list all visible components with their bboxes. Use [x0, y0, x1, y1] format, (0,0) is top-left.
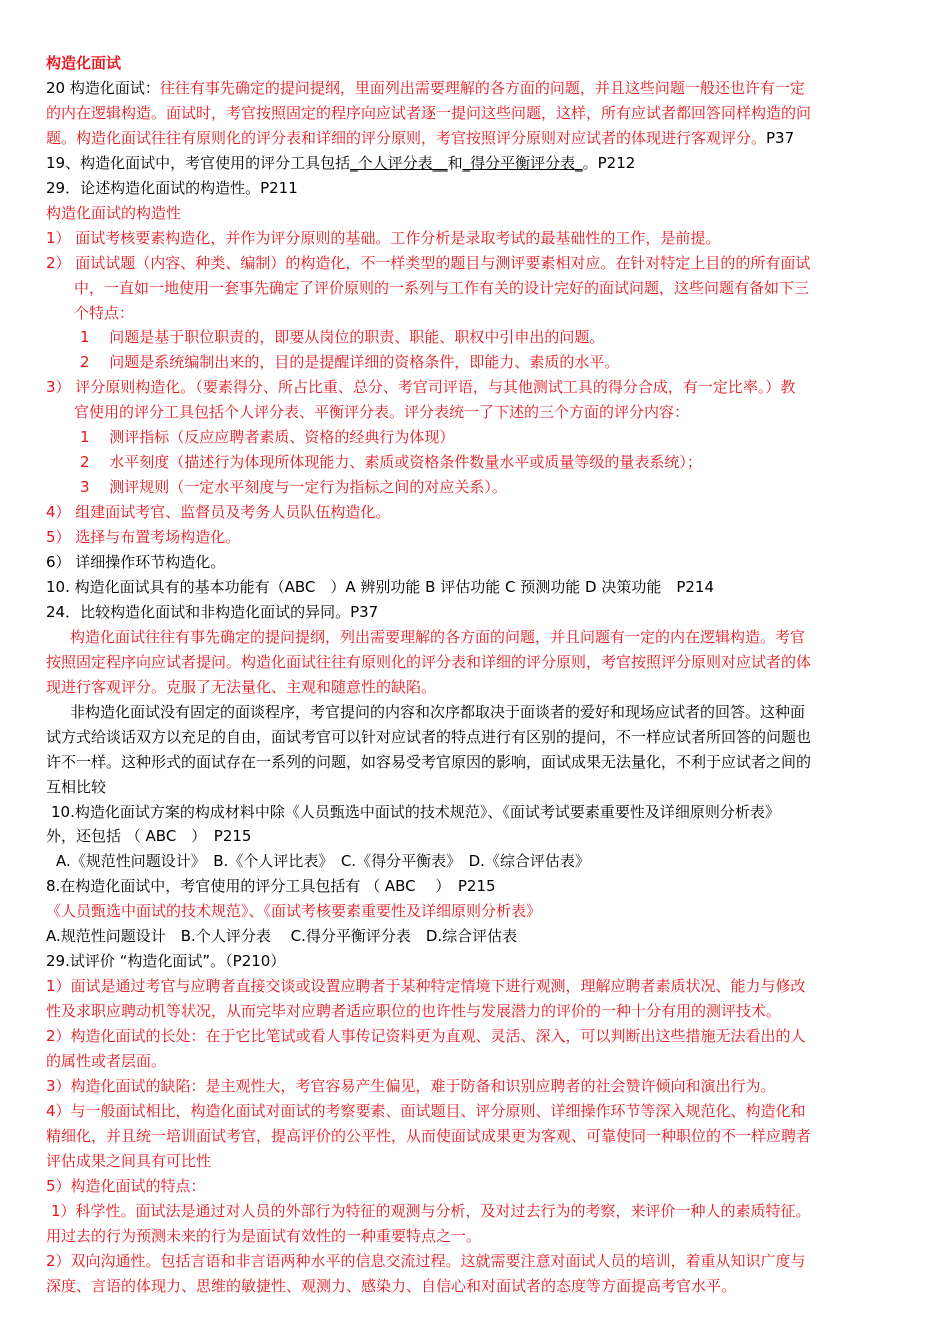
- line-text: 1 测评指标（反应应聘者素质、资格的经典行为体现）: [80, 428, 455, 447]
- line-text: 4） 组建面试考官、监督员及考务人员队伍构造化。: [46, 503, 391, 522]
- line-text: 按照固定程序向应试者提问。构造化面试往往有原则化的评分表和详细的评分原则，考官按照评分原则对应试者的体: [46, 652, 812, 671]
- line-text: 的属性或者层面。: [46, 1052, 167, 1070]
- text-line: [46, 102, 811, 124]
- line-text: 10.构造化面试方案的构成材料中除《人员甄选中面试的技术规范》、《面试考试要素重要性及详细原则分析表》: [51, 802, 780, 821]
- fill-in-answer: _得分平衡评分表_: [462, 153, 583, 172]
- line-text: 试方式给谈话双方以充足的自由，面试考官可以针对应试者的特点进行有区别的提问，不一样应试者所回答的问题也: [46, 727, 812, 746]
- text-line: [46, 77, 805, 99]
- line-text: 2 水平刻度（描述行为体现所体现能力、素质或资格条件数量水平或质量等级的量表系统）；: [80, 453, 702, 472]
- text-line: [46, 1100, 806, 1122]
- line-text: 24．比较构造化面试和非构造化面试的异同。P37: [46, 602, 379, 621]
- text-line: [46, 676, 436, 698]
- text-line: [70, 626, 805, 648]
- text-line: [46, 950, 285, 972]
- text-line: [46, 551, 225, 573]
- text-line: [51, 1200, 811, 1222]
- line-text: 用过去的行为预测未来的行为是面试有效性的一种重要特点之一。: [46, 1226, 482, 1245]
- line-text: 现进行客观评分。克服了无法量化、主观和随意性的缺陷。: [46, 677, 437, 696]
- text-line: [46, 1000, 781, 1022]
- text-line: [74, 277, 809, 299]
- text-line: [46, 925, 517, 947]
- line-text: 构造化面试: [46, 54, 122, 72]
- line-text: 3） 评分原则构造化。（要素得分、所占比重、总分、考官司评语，与其他测试工具的得分合成，有一定比率。）教: [46, 378, 796, 397]
- text-line: [46, 376, 795, 398]
- line-text: 5） 选择与布置考场构造化。: [46, 528, 241, 547]
- line-text: 10. 构造化面试具有的基本功能有（ABC ）A 辨别功能 B 评估功能 C 预测功能 D 决策功能 P214: [46, 577, 715, 596]
- text-line: [46, 1050, 166, 1072]
- text-line: [80, 326, 604, 348]
- line-text: 29．论述构造化面试的构造性。P211: [46, 178, 298, 197]
- text-line: [56, 850, 590, 872]
- text-line: [46, 152, 635, 174]
- text-line: [46, 825, 251, 847]
- text-segment: P37: [766, 128, 795, 147]
- line-text: 2） 面试试题（内容、种类、编制）的构造化，不一样类型的题目与测评要素相对应。在针对特定上目的的所有面试: [46, 253, 811, 272]
- text-line: [51, 801, 780, 823]
- text-line: [46, 751, 811, 773]
- line-text: 性及求职应聘动机等状况，从而完毕对应聘者适应职位的也许性与发展潜力的评价的一种十分有用的测评技术。: [46, 1002, 782, 1021]
- line-text: 官使用的评分工具包括个人评分表、平衡评分表。评分表统一了下述的三个方面的评分内容：: [74, 403, 690, 422]
- text-line: [46, 526, 240, 548]
- line-text: 构造化面试往往有事先确定的提问提纲，列出需要理解的各方面的问题，并且问题有一定的内在逻辑构造。考官: [70, 627, 806, 646]
- section-heading: [46, 52, 121, 74]
- line-text: 1）面试是通过考官与应聘者直接交谈或设置应聘者于某种特定情境下进行观测，理解应聘者素质状况、能力与修改: [46, 977, 806, 996]
- line-text: 1）科学性。面试法是通过对人员的外部行为特征的观测与分析，及对过去行为的考察，来评价一种人的素质特征。: [51, 1201, 811, 1220]
- text-line: [46, 875, 496, 897]
- fill-in-answer: _个人评分表__: [350, 153, 448, 172]
- text-line: [46, 975, 806, 997]
- text-segment: 20 构造化面试：: [46, 78, 160, 97]
- text-line: [46, 601, 378, 623]
- line-text: 2）双向沟通性。包括言语和非言语两种水平的信息交流过程。这就需要注意对面试人员的培训，着重从知识广度与: [46, 1251, 806, 1270]
- text-line: [74, 401, 689, 423]
- line-text: A.规范性问题设计 B.个人评分表 C.得分平衡评分表 D.综合评估表: [46, 927, 518, 946]
- text-line: [46, 1125, 811, 1147]
- text-line: [46, 776, 106, 798]
- text-line: [46, 1075, 776, 1097]
- line-text: 个特点：: [74, 303, 135, 322]
- text-line: [80, 426, 454, 448]
- text-line: [46, 1275, 736, 1297]
- line-text: 6） 详细操作环节构造化。: [46, 553, 226, 571]
- text-line: [80, 351, 619, 373]
- line-text: 2）构造化面试的长处：在于它比笔试或看人事传记资料更为直观、灵活、深入，可以判断出这些措施无法看出的人: [46, 1027, 806, 1046]
- text-line: [80, 451, 702, 473]
- text-line: [46, 726, 811, 748]
- text-line: [46, 501, 390, 523]
- line-text: 29.试评价 “构造化面试”。（P210）: [46, 952, 286, 971]
- text-line: [46, 900, 541, 922]
- line-text: 3 测评规则（一定水平刻度与一定行为指标之间的对应关系）。: [80, 478, 507, 497]
- line-text: 《人员甄选中面试的技术规范》、《面试考核要素重要性及详细原则分析表》: [46, 902, 542, 921]
- line-text: 的内在逻辑构造。面试时，考官按照固定的程序向应试者逐一提问这些问题，这样，所有应试者都回答同样构造的问: [46, 103, 812, 122]
- text-line: [46, 651, 811, 673]
- line-text: 1 问题是基于职位职责的，即要从岗位的职责、职能、职权中引申出的问题。: [80, 328, 605, 347]
- line-text: 精细化，并且统一培训面试考官，提高评价的公平性，从而使面试成果更为客观、可靠使同一种职位的不一样应聘者: [46, 1126, 812, 1145]
- text-line: [46, 1225, 481, 1247]
- text-segment: 和: [447, 153, 463, 172]
- line-text: 许不一样。这种形式的面试存在一系列的问题，如容易受考官原因的影响，面试成果无法量化，不利于应试者之间的: [46, 752, 812, 771]
- text-line: [46, 1150, 211, 1172]
- text-line: [46, 252, 810, 274]
- text-line: [46, 177, 298, 199]
- line-text: 4）与一般面试相比，构造化面试对面试的考察要素、面试题目、评分原则、详细操作环节等深入规范化、构造化和: [46, 1101, 806, 1120]
- text-line: [46, 1175, 206, 1197]
- line-text: 1） 面试考核要素构造化，并作为评分原则的基础。工作分析是录取考试的最基础性的工作，是前提。: [46, 228, 721, 247]
- text-line: [46, 1025, 806, 1047]
- text-line: [46, 127, 794, 149]
- line-text: 2 问题是系统编制出来的，目的是提醒详细的资格条件，即能力、素质的水平。: [80, 353, 620, 372]
- line-text: 非构造化面试没有固定的面谈程序，考官提问的内容和次序都取决于面谈者的爱好和现场应试者的回答。这种面: [70, 702, 806, 721]
- text-segment: 。P212: [582, 153, 636, 172]
- line-text: 中，一直如一地使用一套事先确定了评价原则的一系列与工作有关的设计完好的面试问题，这些问题有备如下三: [74, 278, 810, 297]
- line-text: 评估成果之间具有可比性: [46, 1151, 212, 1170]
- text-segment: 19、构造化面试中，考官使用的评分工具包括: [46, 153, 351, 172]
- line-text: 互相比较: [46, 777, 107, 796]
- text-line: [46, 576, 714, 598]
- line-text: 5）构造化面试的特点：: [46, 1176, 206, 1195]
- text-line: [74, 302, 134, 324]
- line-text: 8.在构造化面试中，考官使用的评分工具包括有 （ ABC ） P215: [46, 877, 496, 896]
- line-text: 3）构造化面试的缺陷：是主观性大，考官容易产生偏见，难于防备和识别应聘者的社会赞许倾向和演出行为。: [46, 1076, 776, 1095]
- text-segment: 往往有事先确定的提问提纲，里面列出需要理解的各方面的问题，并且这些问题一般还也许有一定: [159, 78, 805, 97]
- text-line: [46, 1250, 806, 1272]
- text-segment: 题。构造化面试往往有原则化的评分表和详细的评分原则，考官按照评分原则对应试者的体现进行客观评分。: [46, 128, 767, 147]
- line-text: 深度、言语的体现力、思维的敏捷性、观测力、感染力、自信心和对面试者的态度等方面提高考官水平。: [46, 1276, 737, 1295]
- text-line: [80, 476, 507, 498]
- line-text: 构造化面试的构造性: [46, 203, 182, 222]
- line-text: 外，还包括 （ ABC ） P215: [46, 827, 252, 846]
- line-text: A.《规范性问题设计》 B.《个人评比表》 C.《得分平衡表》 D.《综合评估表》: [56, 852, 590, 871]
- text-line: [70, 701, 805, 723]
- text-line: [46, 202, 181, 224]
- text-line: [46, 227, 720, 249]
